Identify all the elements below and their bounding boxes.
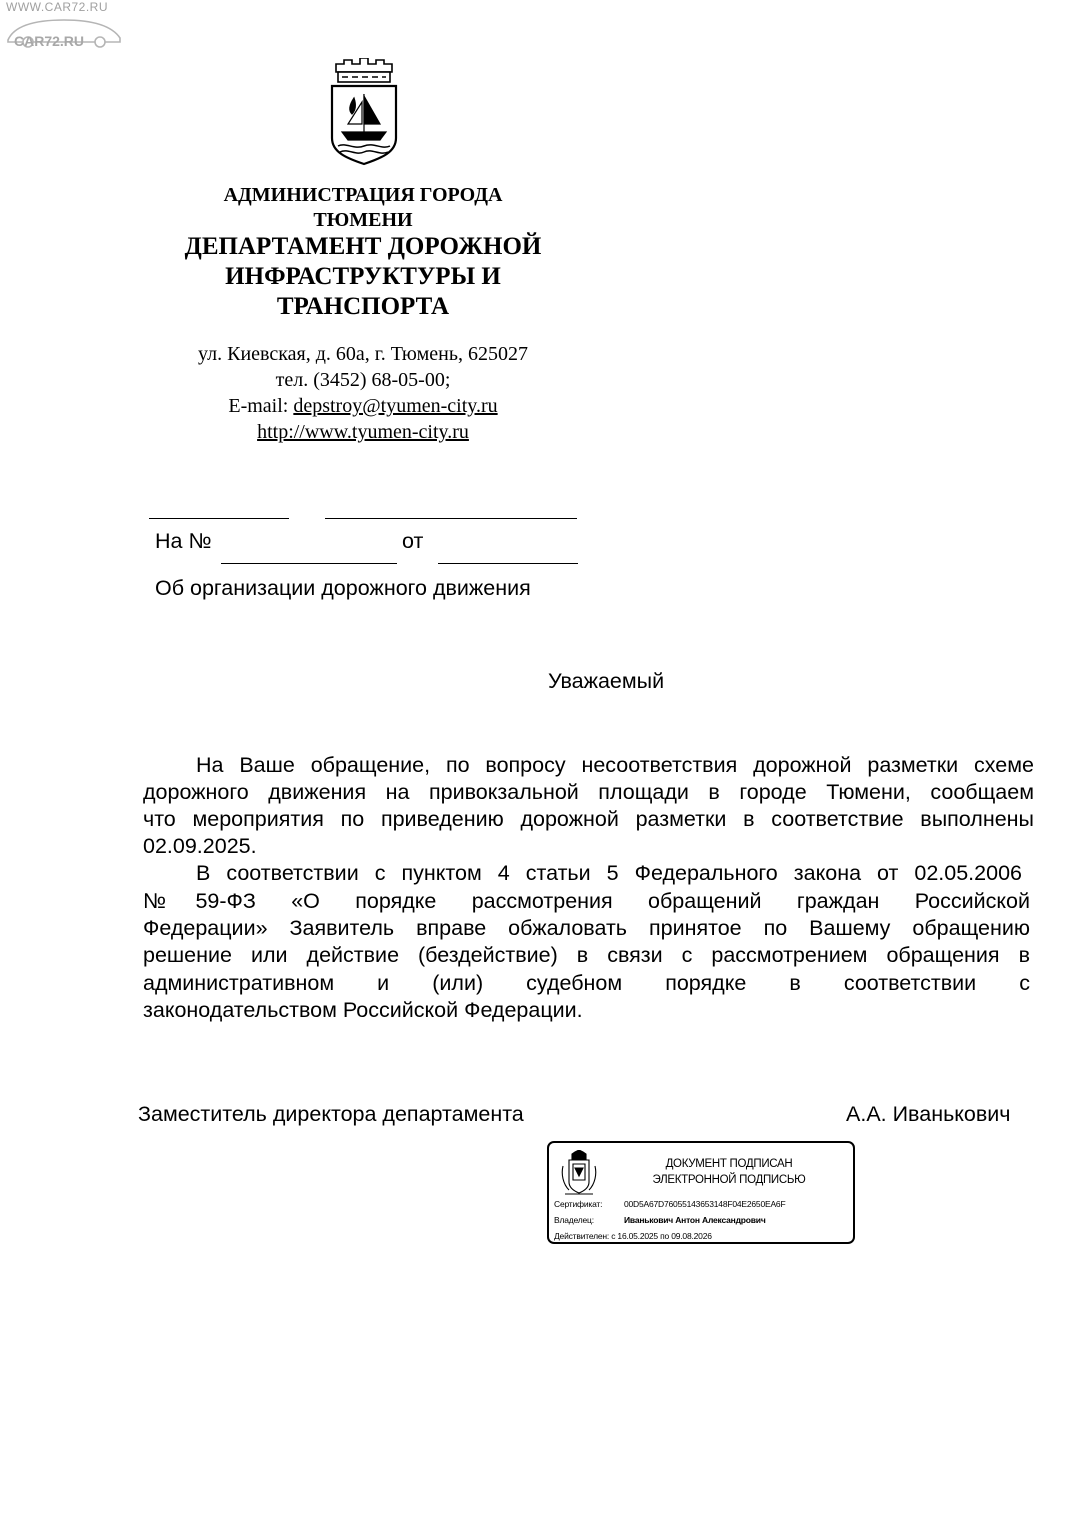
tyumen-region-seal-icon — [561, 1150, 597, 1198]
department-name-line3: ТРАНСПОРТА — [276, 293, 450, 320]
validity-value: с 16.05.2025 по 09.08.2026 — [611, 1231, 712, 1241]
owner-value: Иванькович Антон Александрович — [624, 1215, 766, 1225]
reference-number-label: На № — [155, 529, 212, 553]
body-line: что мероприятия по приведению дорожной разметки в соответствие выполнены — [143, 807, 1034, 831]
address: ул. Киевская, д. 60а, г. Тюмень, 625027 — [198, 343, 528, 365]
email-label: E-mail: — [228, 395, 294, 417]
body-line: 02.09.2025. — [143, 834, 257, 858]
body-line: законодательством Российской Федерации. — [143, 998, 583, 1022]
stamp-title-line1: ДОКУМЕНТ ПОДПИСАН — [665, 1158, 793, 1170]
subject: Об организации дорожного движения — [155, 576, 531, 600]
body-line: дорожного движения на привокзальной площади в городе Тюмени, сообщаем — [143, 780, 1034, 804]
reference-date-label: от — [402, 529, 424, 553]
administration-name-line1: АДМИНИСТРАЦИЯ ГОРОДА — [223, 184, 503, 206]
salutation: Уважаемый — [548, 669, 665, 693]
watermark-url: WWW.CAR72.RU — [6, 0, 108, 14]
email-link[interactable]: depstroy@tyumen-city.ru — [293, 395, 498, 417]
electronic-signature-stamp — [547, 1141, 855, 1244]
reference-number-line — [221, 563, 397, 564]
email-line — [150, 393, 576, 419]
certificate-value: 00D5A67D76055143653148F04E2650EA6F — [624, 1199, 786, 1209]
body-line: Федерации» Заявитель вправе обжаловать принятое по Вашему обращению — [143, 916, 1030, 940]
phone: тел. (3452) 68-05-00; — [275, 369, 451, 391]
department-name-line1: ДЕПАРТАМЕНТ ДОРОЖНОЙ — [184, 233, 542, 260]
body-line: решение или действие (бездействие) в связи с рассмотрением обращения в — [143, 943, 1030, 967]
tyumen-coat-of-arms-icon — [326, 58, 402, 166]
body-line: В соответствии с пунктом 4 статьи 5 Федерального закона от 02.05.2006 — [196, 861, 1022, 885]
stamp-title-line2: ЭЛЕКТРОННОЙ ПОДПИСЬЮ — [652, 1174, 806, 1186]
validity-line — [554, 1231, 712, 1241]
certificate-label: Сертификат: — [554, 1199, 603, 1209]
signatory-position: Заместитель директора департамента — [138, 1102, 524, 1126]
outgoing-number-line — [149, 518, 289, 519]
department-name-line2: ИНФРАСТРУКТУРЫ И — [225, 263, 501, 290]
body-line: №59-ФЗ «О порядке рассмотрения обращений граждан Российской — [143, 889, 1030, 913]
body-line: На Ваше обращение, по вопросу несоответствия дорожной разметки схеме — [196, 753, 1034, 777]
signatory-name: А.А. Иванькович — [846, 1102, 1011, 1126]
watermark — [4, 0, 134, 52]
website-link[interactable]: http://www.tyumen-city.ru — [257, 421, 469, 443]
reference-date-line — [438, 563, 578, 564]
watermark-logo-text: CAR72.RU — [14, 33, 85, 49]
outgoing-date-line — [325, 518, 577, 519]
validity-label: Действителен: — [554, 1231, 610, 1241]
administration-name-line2: ТЮМЕНИ — [313, 209, 413, 231]
body-line: административном и (или) судебном порядке в соответствии с — [143, 971, 1030, 995]
owner-label: Владелец: — [554, 1215, 594, 1225]
website-line — [150, 419, 576, 445]
